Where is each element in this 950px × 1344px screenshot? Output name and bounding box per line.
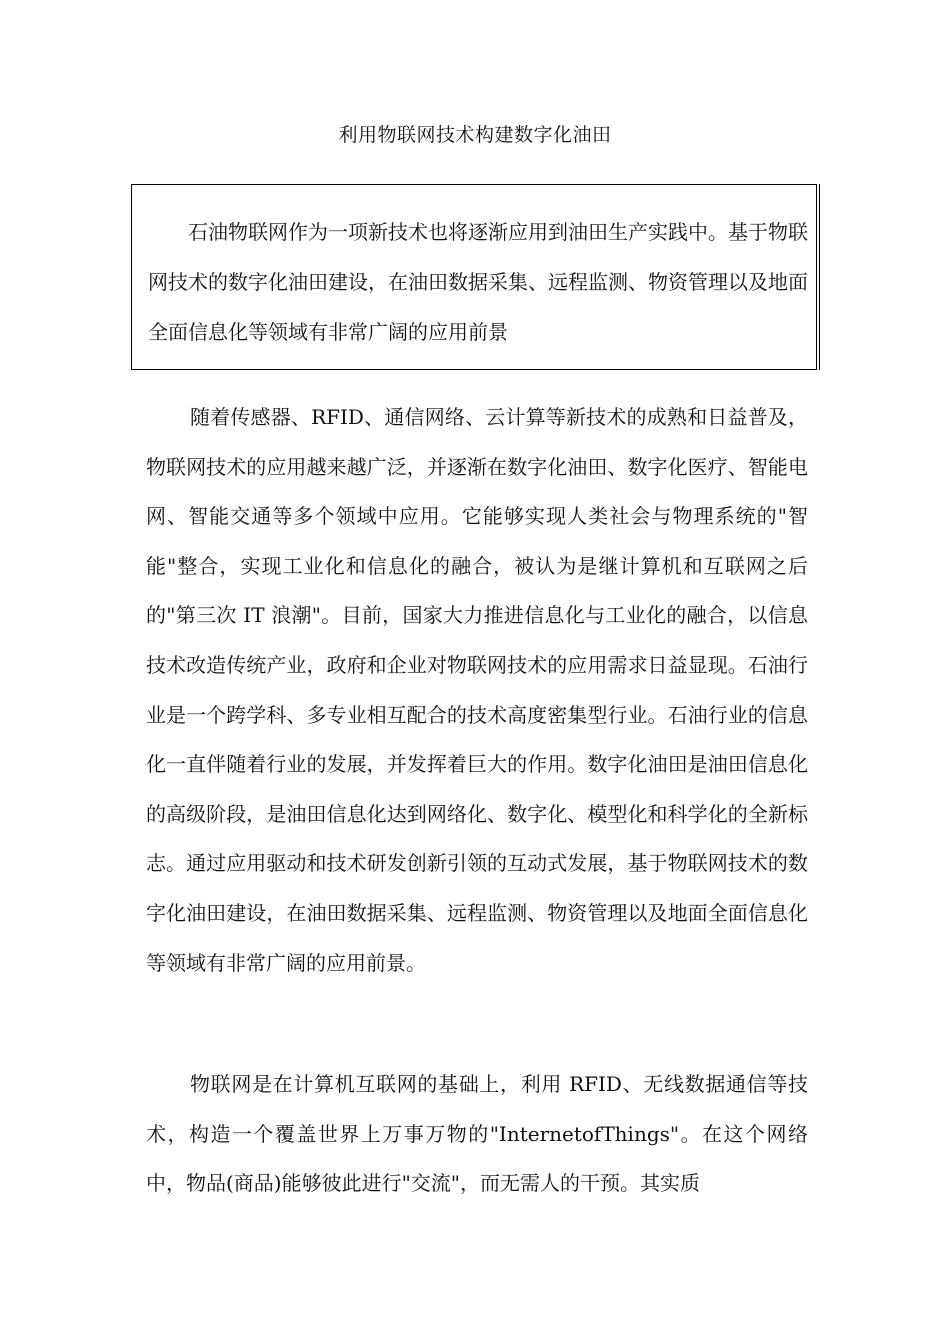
abstract-text: 石油物联网作为一项新技术也将逐渐应用到油田生产实践中。基于物联网技术的数字化油田建设，在油田数据采集、远程监测、物资管理以及地面全面信息化等领域有非常广阔的应用前景 [148, 220, 808, 344]
document-title: 利用物联网技术构建数字化油田 [338, 124, 612, 146]
abstract-box [131, 184, 817, 370]
body-paragraph-2: 物联网是在计算机互联网的基础上，利用 RFID、无线数据通信等技术，构造一个覆盖世界上万事万物的"InternetofThings"。在这个网络中，物品(商品)能够彼此进行"交流"，而无需人的干预。其实质 [146, 1072, 808, 1196]
body-paragraph-1: 随着传感器、RFID、通信网络、云计算等新技术的成熟和日益普及，物联网技术的应用越来越广泛，并逐渐在数字化油田、数字化医疗、智能电网、智能交通等多个领域中应用。它能够实现人类社会与物理系统的"智能"整合，实现工业化和信息化的融合，被认为是继计算机和互联网之后的"第三次 IT 浪潮"。目前，国家大力推进信息化与工业化的融合，以信息技术改造传统产业，政府和企业对物联网技术的应用需求日益显现。石油行业是一个跨学科、多专业相互配合的技术高度密集型行业。石油行业的信息化一直伴随着行业的发展，并发挥着巨大的作用。数字化油田是油田信息化的高级阶段，是油田信息化达到网络化、数字化、模型化和科学化的全新标志。通过应用驱动和技术研发创新引领的互动式发展，基于物联网技术的数字化油田建设，在油田数据采集、远程监测、物资管理以及地面全面信息化等领域有非常广阔的应用前景。 [146, 405, 808, 975]
